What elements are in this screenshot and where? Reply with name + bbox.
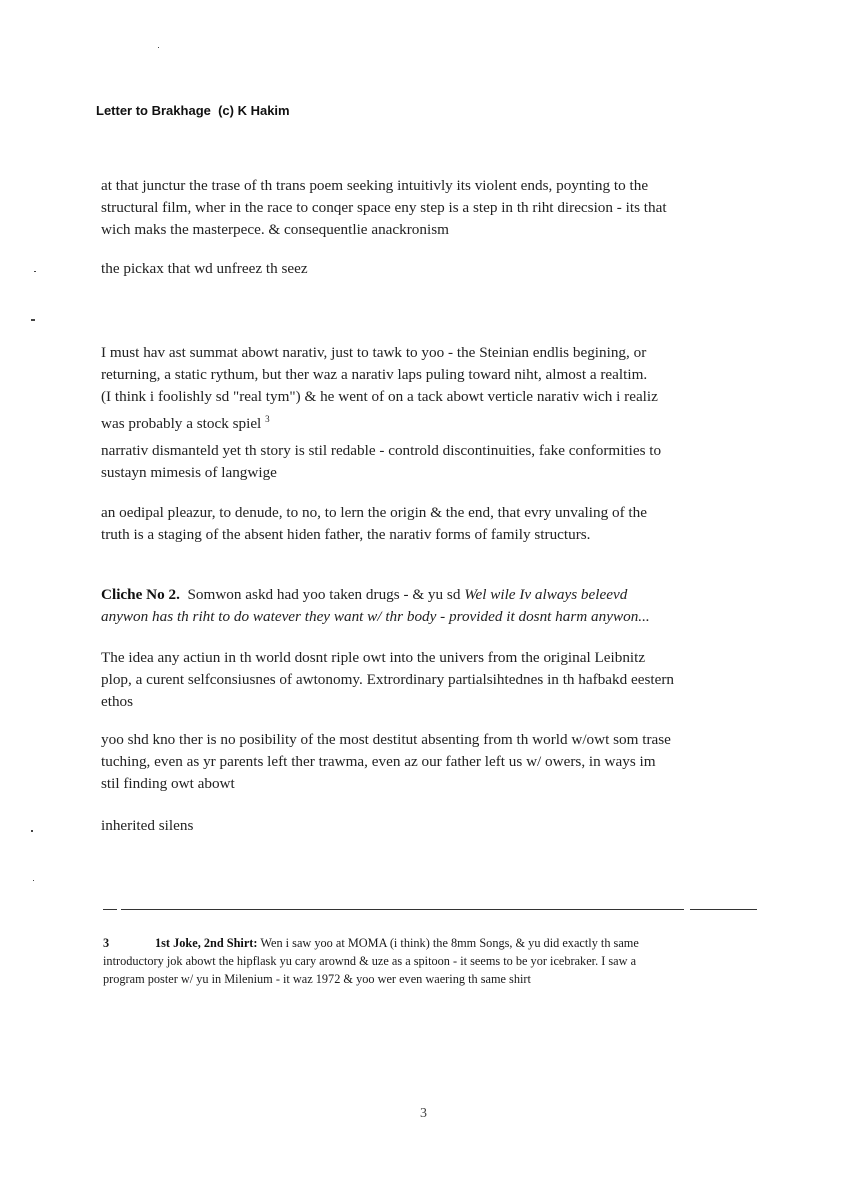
- footnote: [103, 934, 773, 988]
- footnote-line: introductory jok abowt the hipflask yu cary arownd & uze as a spitoon - it seems to be yor icebraker. I saw a: [103, 954, 637, 968]
- quote-text: Wel wile Iv always beleevd: [464, 586, 628, 603]
- quote-text: anywon has th riht to do watever they want w/ thr body - provided it dosnt harm anywon...: [101, 608, 650, 625]
- text-line: The idea any actiun in th world dosnt riple owt into the univers from the original Leibnitz: [101, 649, 646, 666]
- scan-speck: [33, 880, 34, 881]
- footnote-line: [103, 934, 773, 952]
- text-line: ethos: [101, 693, 134, 710]
- text-line-content: was probably a stock spiel: [101, 415, 262, 432]
- paragraph-1: [101, 175, 766, 241]
- footnote-separator: [690, 909, 757, 910]
- text-line: returning, a static rythum, but ther waz a narativ laps puling toward niht, almost a realtim.: [101, 366, 648, 383]
- footnote-separator: [121, 909, 684, 910]
- text-line-content: Somwon askd had yoo taken drugs - & yu sd: [187, 586, 461, 603]
- paragraph-9: [101, 815, 766, 837]
- text-line: inherited silens: [101, 817, 194, 834]
- text-line: [101, 408, 766, 435]
- text-line: sustayn mimesis of langwige: [101, 464, 277, 481]
- text-line: I must hav ast summat abowt narativ, just to tawk to yoo - the Steinian endlis begining, or: [101, 344, 647, 361]
- page-number: 3: [420, 1106, 427, 1121]
- footnote-title: 1st Joke, 2nd Shirt:: [155, 936, 258, 950]
- text-line: wich maks the masterpece. & consequentlie anackronism: [101, 221, 449, 238]
- paragraph-8: [101, 729, 766, 795]
- text-line: stil finding owt abowt: [101, 775, 235, 792]
- text-line: truth is a staging of the absent hiden father, the narativ forms of family structurs.: [101, 526, 591, 543]
- footnote-line: program poster w/ yu in Milenium - it waz 1972 & yoo wer even waering th same shirt: [103, 972, 531, 986]
- text-line: at that junctur the trase of th trans poem seeking intuitivly its violent ends, poynting to the: [101, 177, 649, 194]
- scan-speck: [158, 47, 159, 48]
- paragraph-2: [101, 258, 766, 280]
- paragraph-7: [101, 647, 766, 713]
- footnote-reference: 3: [265, 414, 270, 424]
- text-line: (I think i foolishly sd "real tym") & he went of on a tack abowt verticle narativ wich i realiz: [101, 388, 658, 405]
- text-line: [101, 584, 766, 606]
- text-line: structural film, wher in the race to conqer space eny step is a step in th riht direcsion - its that: [101, 199, 667, 216]
- footnote-text: Wen i saw yoo at MOMA (i think) the 8mm Songs, & yu did exactly th same: [260, 936, 639, 950]
- scan-speck: [31, 830, 33, 832]
- text-line: an oedipal pleazur, to denude, to no, to lern the origin & the end, that evry unvaling of the: [101, 504, 647, 521]
- text-line: tuching, even as yr parents left ther trawma, even az our father left us w/ owers, in ways im: [101, 753, 656, 770]
- paragraph-3: [101, 342, 766, 435]
- text-line: yoo shd kno ther is no posibility of the most destitut absenting from th world w/owt som trase: [101, 731, 671, 748]
- footnote-separator: [103, 909, 117, 910]
- scan-speck: [31, 319, 35, 321]
- page-header: Letter to Brakhage (c) K Hakim: [96, 103, 290, 118]
- text-line: the pickax that wd unfreez th seez: [101, 260, 308, 277]
- footnote-number: 3: [103, 936, 110, 950]
- text-line: plop, a curent selfconsiusnes of awtonomy. Extrordinary partialsihtednes in th hafbakd eestern: [101, 671, 675, 688]
- paragraph-5: [101, 502, 766, 546]
- scan-speck: [34, 271, 36, 272]
- paragraph-6: [101, 584, 766, 628]
- text-line: narrativ dismanteld yet th story is stil redable - controld discontinuities, fake conformities to: [101, 442, 662, 459]
- cliche-heading: Cliche No 2.: [101, 586, 180, 603]
- paragraph-4: [101, 440, 766, 484]
